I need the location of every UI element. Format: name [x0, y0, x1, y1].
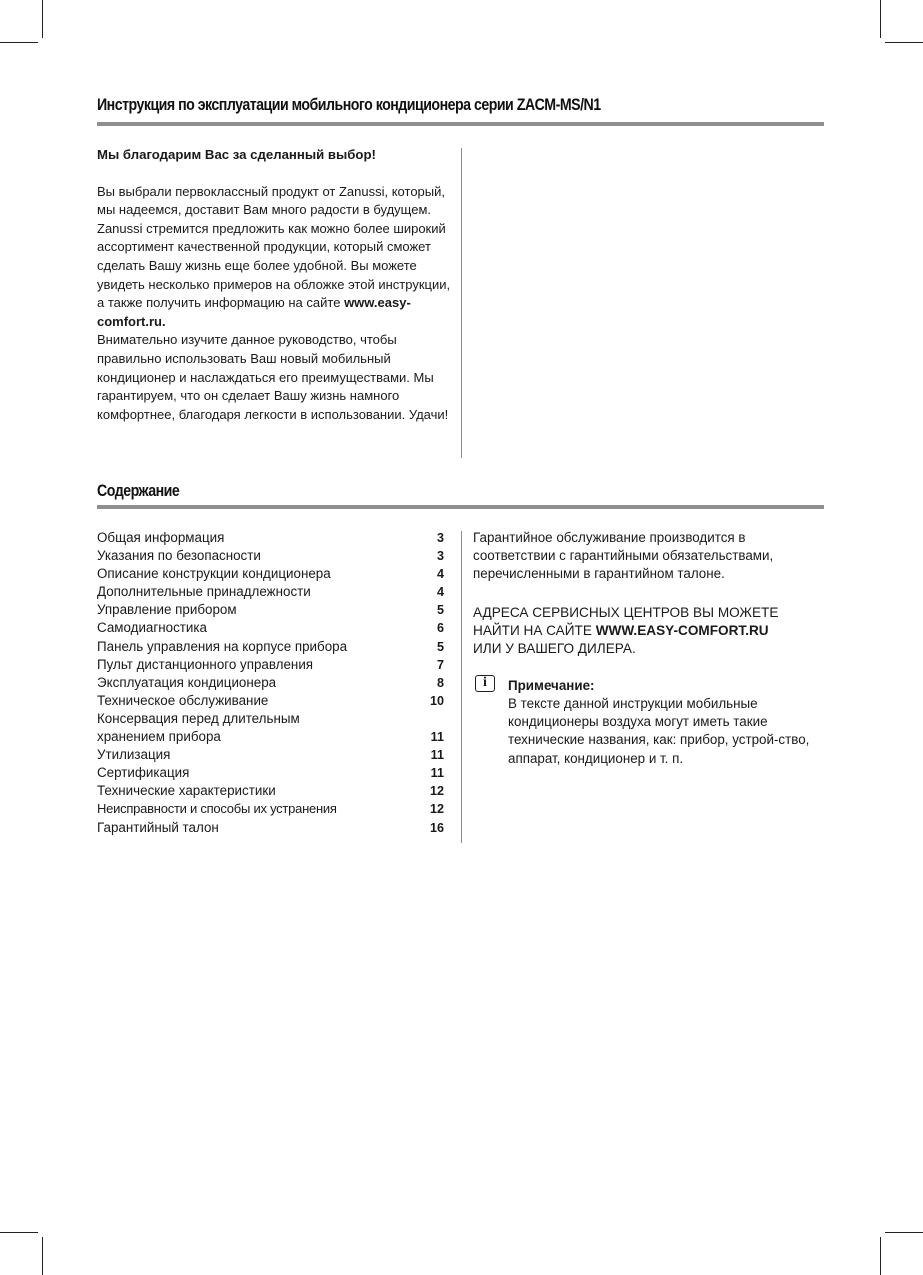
intro-paragraph: [97, 183, 457, 332]
toc-item[interactable]: [97, 638, 444, 656]
contents-title: Содержание: [97, 482, 180, 500]
toc-item[interactable]: [97, 782, 444, 800]
toc-item-page: 6: [436, 621, 444, 636]
service-centers-link[interactable]: WWW.EASY-COMFORT.RU: [595, 622, 769, 638]
toc-item-page: 11: [430, 748, 444, 763]
contents-rule: [97, 505, 824, 509]
toc-item-page: 5: [436, 639, 444, 654]
toc-item[interactable]: [97, 764, 444, 782]
toc-item-page: 10: [429, 693, 444, 708]
service-centers-prefix: АДРЕСА СЕРВИСНЫХ ЦЕНТРОВ ВЫ МОЖЕТЕ НАЙТИ НА САЙТЕ: [473, 604, 779, 638]
toc-item-page: 12: [429, 802, 444, 817]
toc-item[interactable]: [97, 601, 444, 619]
website-link[interactable]: www.easy-comfort.ru.: [97, 295, 411, 329]
toc-item-page: 4: [436, 567, 444, 582]
toc-item-label: Дополнительные принадлежности: [97, 584, 311, 600]
toc-item-page: 5: [436, 603, 444, 618]
warranty-section: [473, 529, 825, 658]
toc-item-label: Консервация перед длительным: [97, 710, 300, 726]
toc-item[interactable]: [97, 819, 444, 837]
toc-item-page: 16: [429, 820, 444, 835]
toc-item-label: Эксплуатация кондиционера: [97, 674, 277, 690]
toc-item[interactable]: [97, 619, 444, 637]
toc-item-page: 11: [430, 766, 444, 781]
toc-item-label: Указания по безопасности: [97, 548, 261, 564]
crop-mark: [880, 1237, 881, 1275]
crop-mark: [885, 42, 923, 43]
note-text: В тексте данной инструкции мобильные кондиционеры воздуха могут иметь такие технические названия, как: прибор, устрой-ство, аппарат, кондиционер и т. п.: [508, 696, 810, 766]
toc-item[interactable]: [97, 692, 444, 710]
crop-mark: [880, 0, 881, 38]
crop-mark: [42, 0, 43, 38]
crop-mark: [0, 1232, 38, 1233]
toc-item-label: Неисправности и способы их устранения: [97, 801, 337, 817]
crop-mark: [885, 1232, 923, 1233]
intro-greeting: Мы благодарим Вас за сделанный выбор!: [97, 147, 376, 162]
toc-item[interactable]: [97, 547, 444, 565]
service-centers-text: [473, 604, 825, 659]
info-icon: i: [475, 675, 495, 692]
intro-paragraph-text: Вы выбрали первоклассный продукт от Zanussi, который, мы надеемся, доставит Вам много радости в будущем. Zanussi стремится предложить как можно более широкий ассортимент качественной продукции, который сможет сделать Вашу жизнь еще более удобной. Вы можете увидеть несколько примеров на обложке этой инструкции, а также получить информацию на сайте: [97, 183, 451, 311]
toc-item-label: Управление прибором: [97, 602, 237, 618]
toc-item[interactable]: [97, 800, 444, 818]
toc-item-label: Техническое обслуживание: [97, 692, 269, 708]
toc-item-label: хранением прибора: [97, 729, 221, 745]
service-centers-suffix: ИЛИ У ВАШЕГО ДИЛЕРА.: [473, 641, 636, 657]
toc-item-label: Сертификация: [97, 765, 190, 781]
table-of-contents: [97, 529, 444, 837]
note-title: Примечание:: [508, 678, 595, 693]
toc-item-label: Панель управления на корпусе прибора: [97, 638, 348, 654]
intro-section: [97, 146, 457, 424]
toc-item-label: Описание конструкции кондиционера: [97, 566, 331, 582]
toc-item-page: 3: [436, 549, 444, 564]
toc-item-page: 8: [436, 675, 444, 690]
toc-item-label: Технические характеристики: [97, 783, 276, 799]
header-rule: [97, 122, 824, 126]
column-divider: [461, 148, 462, 458]
toc-item-label: Утилизация: [97, 747, 171, 763]
toc-item-label: Самодиагностика: [97, 620, 208, 636]
toc-item[interactable]: [97, 656, 444, 674]
toc-item-page: 11: [430, 730, 444, 745]
column-divider: [461, 531, 462, 843]
toc-item-label: Пульт дистанционного управления: [97, 656, 314, 672]
intro-paragraph-2: Внимательно изучите данное руководство, чтобы правильно использовать Ваш новый мобильный кондиционер и наслаждаться его преимуществами. Мы гарантируем, что он сделает Вашу жизнь намного комфортнее, благодаря легкости в использовании. Удачи!: [97, 332, 449, 422]
toc-item-label: Гарантийный талон: [97, 819, 219, 835]
toc-item[interactable]: [97, 529, 444, 547]
toc-item[interactable]: [97, 583, 444, 601]
toc-item[interactable]: [97, 674, 444, 692]
crop-mark: [42, 1237, 43, 1275]
crop-mark: [0, 42, 38, 43]
toc-item[interactable]: [97, 565, 444, 583]
toc-item[interactable]: [97, 746, 444, 764]
page-title: Инструкция по эксплуатации мобильного кондиционера серии ZACM-MS/N1: [97, 96, 601, 114]
toc-item-page: 12: [429, 784, 444, 799]
toc-item[interactable]: [97, 710, 444, 728]
toc-item-page: 7: [436, 657, 444, 672]
warranty-text: Гарантийное обслуживание производится в соответствии с гарантийными обязательствами, перечисленными в гарантийном талоне.: [473, 530, 774, 582]
toc-item-page: 3: [436, 531, 444, 545]
toc-item-page: 4: [436, 585, 444, 600]
toc-item-label: Общая информация: [97, 530, 225, 545]
toc-item[interactable]: [97, 728, 444, 746]
